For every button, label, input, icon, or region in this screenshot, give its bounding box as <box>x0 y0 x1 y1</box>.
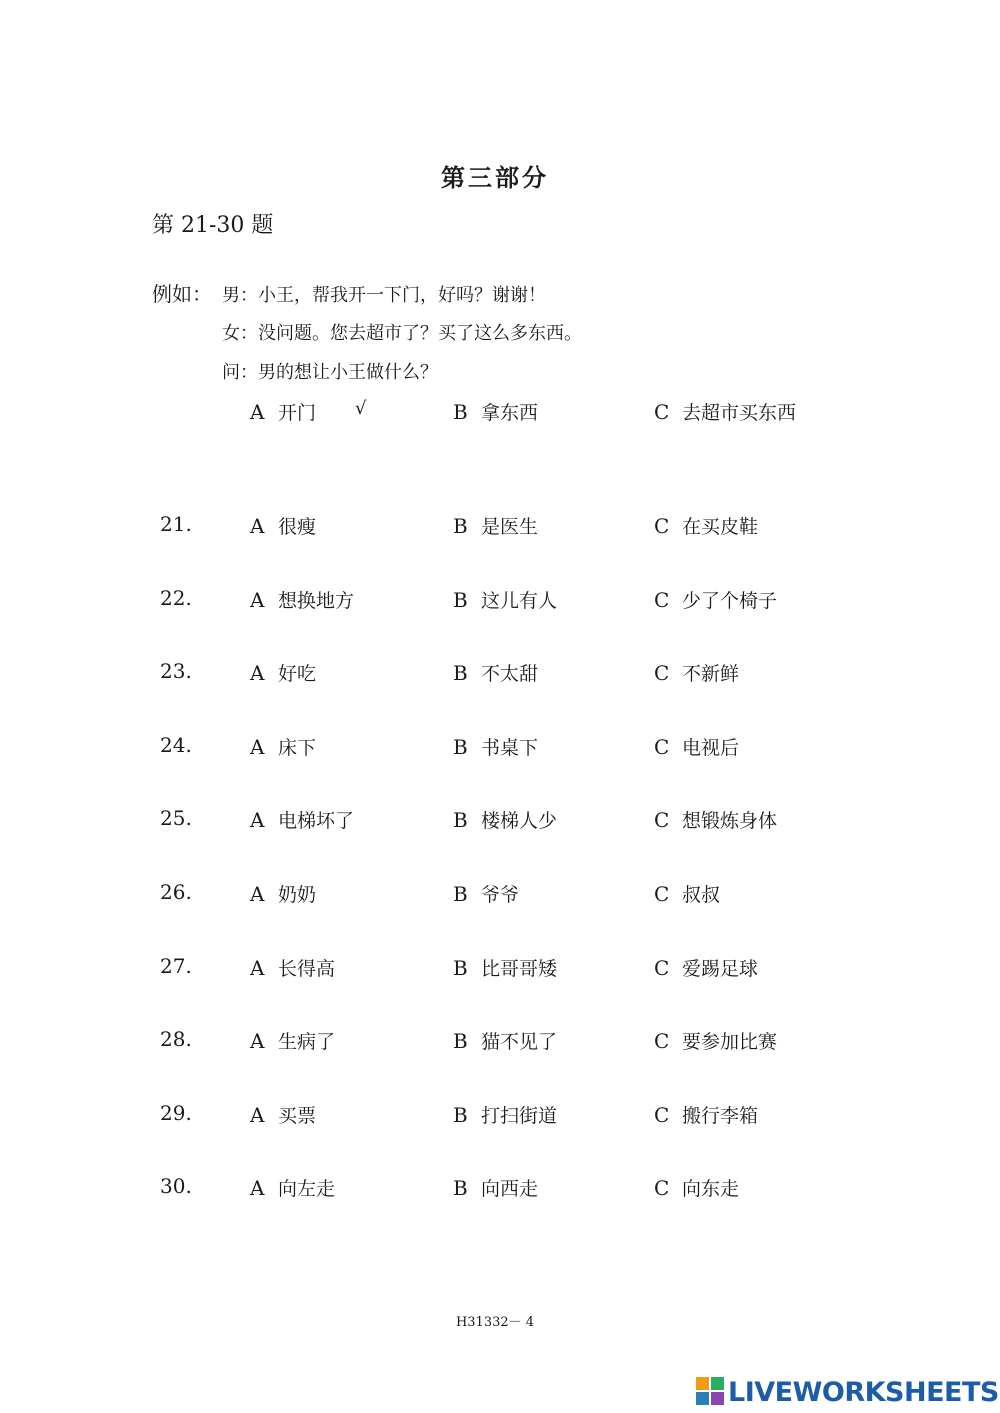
option-text: 去超市买东西 <box>682 402 797 424</box>
question-row <box>0 1027 1000 1057</box>
option-a[interactable] <box>250 659 316 686</box>
example-option-b <box>453 398 538 425</box>
option-text: 拿东西 <box>481 402 539 424</box>
option-letter: C <box>654 400 670 424</box>
option-b[interactable] <box>453 1027 557 1054</box>
option-letter: C <box>654 661 670 685</box>
option-letter: C <box>654 1103 670 1127</box>
option-c[interactable] <box>654 880 720 907</box>
question-number: 24. <box>160 733 192 757</box>
option-text: 想锻炼身体 <box>682 810 778 832</box>
example-option-a <box>250 398 316 425</box>
option-text: 不新鲜 <box>682 663 740 685</box>
option-letter: B <box>453 1176 468 1200</box>
option-text: 向西走 <box>481 1178 539 1200</box>
option-c[interactable] <box>654 1101 758 1128</box>
option-letter: A <box>250 661 265 685</box>
option-a[interactable] <box>250 954 335 981</box>
question-row <box>0 954 1000 984</box>
option-letter: B <box>453 882 468 906</box>
option-text: 搬行李箱 <box>682 1105 759 1127</box>
question-number: 27. <box>160 954 192 978</box>
question-row <box>0 659 1000 689</box>
option-a[interactable] <box>250 1027 335 1054</box>
option-text: 比哥哥矮 <box>481 958 558 980</box>
question-row <box>0 512 1000 542</box>
option-text: 长得高 <box>278 958 336 980</box>
logo-square-icon <box>711 1377 724 1390</box>
example-dialog-woman: 女：没问题。您去超市了？买了这么多东西。 <box>222 323 582 344</box>
option-a[interactable] <box>250 733 316 760</box>
option-text: 奶奶 <box>278 884 317 906</box>
option-a[interactable] <box>250 586 354 613</box>
option-b[interactable] <box>453 954 557 981</box>
example-options-row <box>0 398 1000 428</box>
option-text: 少了个椅子 <box>682 590 778 612</box>
question-number: 28. <box>160 1027 192 1051</box>
option-letter: B <box>453 956 468 980</box>
question-number: 29. <box>160 1101 192 1125</box>
logo-square-icon <box>696 1377 709 1390</box>
question-row <box>0 880 1000 910</box>
option-letter: A <box>250 514 265 538</box>
logo-square-icon <box>696 1392 709 1405</box>
check-mark-icon: √ <box>355 398 367 419</box>
option-letter: A <box>250 1029 265 1053</box>
option-letter: C <box>654 588 670 612</box>
option-text: 电视后 <box>682 737 740 759</box>
option-letter: A <box>250 1103 265 1127</box>
option-letter: A <box>250 808 265 832</box>
option-text: 爱踢足球 <box>682 958 759 980</box>
question-number: 21. <box>160 512 192 536</box>
option-text: 是医生 <box>481 516 539 538</box>
option-c[interactable] <box>654 954 758 981</box>
liveworksheets-watermark <box>696 1375 999 1409</box>
option-letter: C <box>654 1029 670 1053</box>
option-b[interactable] <box>453 880 519 907</box>
option-letter: A <box>250 588 265 612</box>
option-letter: B <box>453 661 468 685</box>
question-row <box>0 1174 1000 1204</box>
option-text: 生病了 <box>278 1031 336 1053</box>
option-letter: A <box>250 400 265 424</box>
option-c[interactable] <box>654 806 777 833</box>
option-text: 电梯坏了 <box>278 810 355 832</box>
option-text: 开门 <box>278 402 317 424</box>
option-text: 在买皮鞋 <box>682 516 759 538</box>
question-number: 26. <box>160 880 192 904</box>
option-c[interactable] <box>654 586 777 613</box>
question-number: 22. <box>160 586 192 610</box>
option-text: 很瘦 <box>278 516 317 538</box>
question-row <box>0 806 1000 836</box>
option-text: 要参加比赛 <box>682 1031 778 1053</box>
option-letter: B <box>453 588 468 612</box>
question-row <box>0 733 1000 763</box>
option-a[interactable] <box>250 1174 335 1201</box>
option-text: 床下 <box>278 737 317 759</box>
option-text: 这儿有人 <box>481 590 558 612</box>
option-b[interactable] <box>453 1101 557 1128</box>
question-row <box>0 1101 1000 1131</box>
option-c[interactable] <box>654 512 758 539</box>
question-number: 30. <box>160 1174 192 1198</box>
option-b[interactable] <box>453 512 538 539</box>
option-a[interactable] <box>250 880 316 907</box>
option-letter: B <box>453 400 468 424</box>
option-letter: A <box>250 882 265 906</box>
page-title: 第三部分 <box>441 164 549 192</box>
option-letter: B <box>453 514 468 538</box>
logo-square-icon <box>711 1392 724 1405</box>
option-b[interactable] <box>453 1174 538 1201</box>
option-text: 叔叔 <box>682 884 721 906</box>
example-dialog-man: 男：小王，帮我开一下门，好吗？谢谢！ <box>222 285 546 306</box>
option-b[interactable] <box>453 806 557 833</box>
watermark-text: LIVEWORKSHEETS <box>728 1376 999 1408</box>
option-c[interactable] <box>654 1027 777 1054</box>
option-letter: B <box>453 735 468 759</box>
option-a[interactable] <box>250 1101 316 1128</box>
option-text: 向东走 <box>682 1178 740 1200</box>
option-text: 不太甜 <box>481 663 539 685</box>
option-text: 书桌下 <box>481 737 539 759</box>
option-text: 楼梯人少 <box>481 810 558 832</box>
option-letter: A <box>250 1176 265 1200</box>
option-text: 想换地方 <box>278 590 355 612</box>
question-number: 23. <box>160 659 192 683</box>
example-question: 问：男的想让小王做什么？ <box>222 362 438 383</box>
example-label: 例如： <box>152 282 212 306</box>
option-letter: A <box>250 735 265 759</box>
option-letter: C <box>654 735 670 759</box>
option-letter: A <box>250 956 265 980</box>
option-c[interactable] <box>654 659 739 686</box>
option-letter: B <box>453 808 468 832</box>
option-b[interactable] <box>453 586 557 613</box>
option-letter: B <box>453 1029 468 1053</box>
option-a[interactable] <box>250 512 316 539</box>
liveworksheets-logo-icon <box>696 1377 726 1407</box>
section-subtitle: 第 21-30 题 <box>152 213 274 238</box>
option-text: 买票 <box>278 1105 317 1127</box>
option-letter: B <box>453 1103 468 1127</box>
option-text: 打扫街道 <box>481 1105 558 1127</box>
question-row <box>0 586 1000 616</box>
option-text: 向左走 <box>278 1178 336 1200</box>
option-letter: C <box>654 1176 670 1200</box>
option-letter: C <box>654 956 670 980</box>
option-b[interactable] <box>453 733 538 760</box>
option-letter: C <box>654 808 670 832</box>
option-letter: C <box>654 882 670 906</box>
option-letter: C <box>654 514 670 538</box>
option-c[interactable] <box>654 733 739 760</box>
option-b[interactable] <box>453 659 538 686</box>
question-number: 25. <box>160 806 192 830</box>
example-option-c <box>654 398 796 425</box>
option-text: 爷爷 <box>481 884 520 906</box>
option-text: 猫不见了 <box>481 1031 558 1053</box>
option-a[interactable] <box>250 806 354 833</box>
option-text: 好吃 <box>278 663 317 685</box>
option-c[interactable] <box>654 1174 739 1201</box>
page-footer: H31332－ 4 <box>455 1315 535 1330</box>
